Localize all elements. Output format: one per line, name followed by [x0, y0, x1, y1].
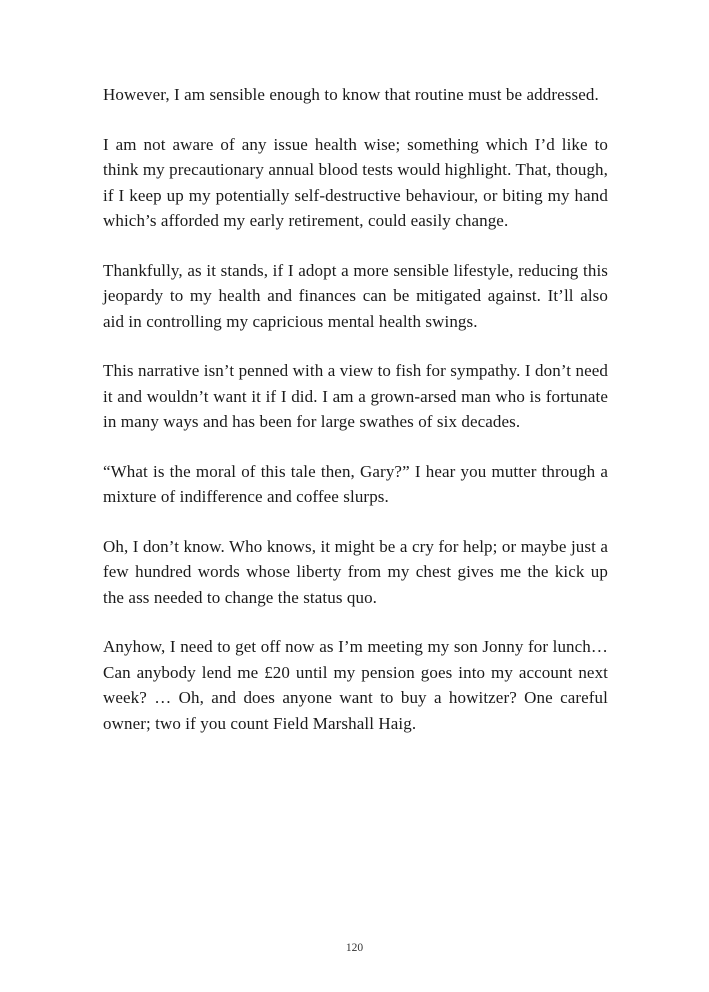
paragraph: I am not aware of any issue health wise; something which I’d like to think my precautionary annual blood tests would highlight. That, though, if I keep up my potentially self-destructive behaviour, or biting my hand which’s afforded my early retirement, could easily change.: [103, 134, 608, 230]
paragraph: However, I am sensible enough to know that routine must be addressed.: [103, 85, 599, 104]
paragraph: Oh, I don’t know. Who knows, it might be a cry for help; or maybe just a few hundred words whose liberty from my chest gives me the kick up the ass needed to change the status quo.: [103, 536, 608, 607]
paragraph: “What is the moral of this tale then, Gary?” I hear you mutter through a mixture of indifference and coffee slurps.: [103, 461, 608, 506]
paragraph: This narrative isn’t penned with a view to fish for sympathy. I don’t need it and wouldn’t want it if I did. I am a grown-arsed man who is fortunate in many ways and has been for large swathes of six decades.: [103, 361, 608, 431]
body-text: [103, 82, 608, 760]
page-number: 120: [345, 942, 364, 954]
paragraph: Anyhow, I need to get off now as I’m meeting my son Jonny for lunch… Can anybody lend me £20 until my pension goes into my account next week? … Oh, and does anyone want to buy a howitzer? One careful owner; two if you count Field Marshall Haig.: [103, 637, 608, 733]
paragraph: Thankfully, as it stands, if I adopt a more sensible lifestyle, reducing this jeopardy to my health and finances can be mitigated against. It’ll also aid in controlling my capricious mental health swings.: [103, 260, 608, 331]
